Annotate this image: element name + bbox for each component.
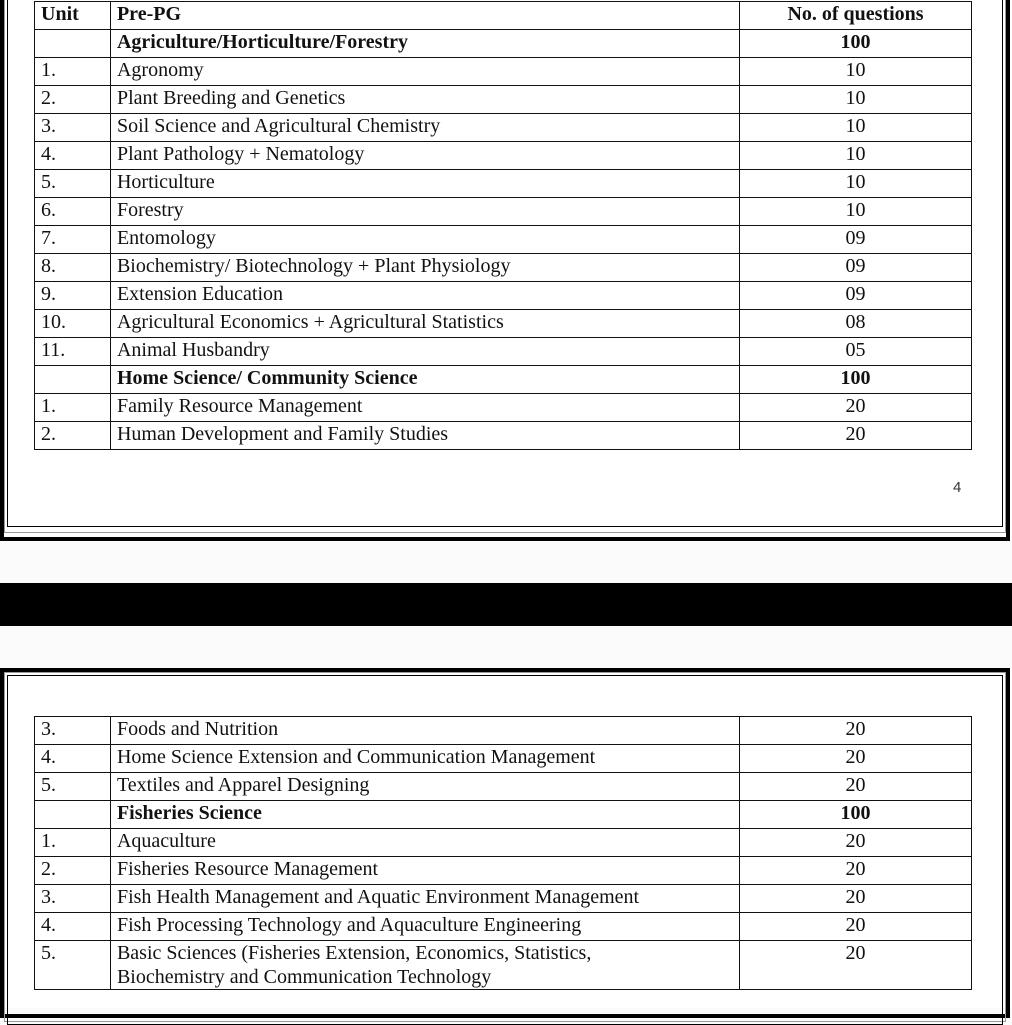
topic-cell: Agricultural Economics + Agricultural Statistics (110, 310, 739, 338)
table-row (35, 857, 972, 885)
table-header-row (35, 2, 972, 30)
table-row (35, 394, 972, 422)
table-row (35, 717, 972, 745)
unit-cell: 4. (35, 142, 111, 170)
count-cell: 09 (740, 282, 972, 310)
unit-cell: 8. (35, 254, 111, 282)
topic-cell: Aquaculture (110, 829, 739, 857)
unit-cell: 3. (35, 717, 111, 745)
table-row (35, 829, 972, 857)
count-cell: 100 (740, 30, 972, 58)
table-row (35, 254, 972, 282)
unit-cell: 10. (35, 310, 111, 338)
unit-cell: 4. (35, 913, 111, 941)
page-separator (0, 583, 1012, 626)
unit-cell: 6. (35, 198, 111, 226)
topic-cell: Plant Breeding and Genetics (110, 86, 739, 114)
header-count: No. of questions (740, 2, 972, 30)
unit-cell: 5. (35, 773, 111, 801)
topic-cell: Home Science Extension and Communication Management (110, 745, 739, 773)
table-row (35, 86, 972, 114)
count-cell: 100 (740, 366, 972, 394)
topic-cell: Biochemistry/ Biotechnology + Plant Physiology (110, 254, 739, 282)
topic-line-1: Basic Sciences (Fisheries Extension, Economics, Statistics, (116, 942, 592, 964)
unit-cell: 7. (35, 226, 111, 254)
count-cell: 20 (740, 941, 972, 990)
unit-cell (35, 30, 111, 58)
header-topic: Pre-PG (110, 2, 739, 30)
table-row (35, 198, 972, 226)
table-row (35, 745, 972, 773)
unit-cell (35, 801, 111, 829)
count-cell: 10 (740, 142, 972, 170)
count-cell: 20 (740, 885, 972, 913)
count-cell: 20 (740, 422, 972, 450)
count-cell: 20 (740, 394, 972, 422)
topic-cell: Fisheries Resource Management (110, 857, 739, 885)
topic-cell: Entomology (110, 226, 739, 254)
count-cell: 20 (740, 717, 972, 745)
topic-cell: Fisheries Science (110, 801, 739, 829)
table-row (35, 941, 972, 990)
count-cell: 09 (740, 226, 972, 254)
topic-cell: Soil Science and Agricultural Chemistry (110, 114, 739, 142)
exam-syllabus-table-continued (34, 716, 972, 990)
exam-syllabus-table (34, 1, 972, 450)
count-cell: 10 (740, 114, 972, 142)
count-cell: 09 (740, 254, 972, 282)
topic-cell: Human Development and Family Studies (110, 422, 739, 450)
topic-cell (110, 941, 739, 990)
topic-cell: Agriculture/Horticulture/Forestry (110, 30, 739, 58)
table-row (35, 773, 972, 801)
topic-cell: Family Resource Management (110, 394, 739, 422)
count-cell: 05 (740, 338, 972, 366)
count-cell: 10 (740, 58, 972, 86)
table-row (35, 170, 972, 198)
count-cell: 10 (740, 198, 972, 226)
table-row (35, 422, 972, 450)
unit-cell: 5. (35, 941, 111, 990)
unit-cell: 1. (35, 394, 111, 422)
topic-cell: Home Science/ Community Science (110, 366, 739, 394)
unit-cell: 4. (35, 745, 111, 773)
unit-cell: 3. (35, 885, 111, 913)
count-cell: 10 (740, 170, 972, 198)
table-row (35, 338, 972, 366)
section-row (35, 801, 972, 829)
section-row (35, 366, 972, 394)
topic-cell: Fish Health Management and Aquatic Environment Management (110, 885, 739, 913)
table-row (35, 282, 972, 310)
unit-cell: 3. (35, 114, 111, 142)
topic-cell: Textiles and Apparel Designing (110, 773, 739, 801)
topic-cell: Plant Pathology + Nematology (110, 142, 739, 170)
topic-cell: Agronomy (110, 58, 739, 86)
table-row (35, 310, 972, 338)
unit-cell: 1. (35, 829, 111, 857)
table-row (35, 885, 972, 913)
count-cell: 20 (740, 913, 972, 941)
unit-cell: 1. (35, 58, 111, 86)
topic-line-2: Biochemistry and Communication Technology (116, 966, 492, 988)
section-row (35, 30, 972, 58)
table-row (35, 58, 972, 86)
unit-cell: 5. (35, 170, 111, 198)
page-number: 4 (953, 479, 962, 496)
table-row (35, 913, 972, 941)
count-cell: 10 (740, 86, 972, 114)
count-cell: 20 (740, 829, 972, 857)
topic-cell: Foods and Nutrition (110, 717, 739, 745)
count-cell: 20 (740, 745, 972, 773)
unit-cell: 2. (35, 86, 111, 114)
header-unit: Unit (35, 2, 111, 30)
unit-cell: 9. (35, 282, 111, 310)
unit-cell: 2. (35, 422, 111, 450)
count-cell: 20 (740, 857, 972, 885)
topic-cell: Animal Husbandry (110, 338, 739, 366)
unit-cell: 11. (35, 338, 111, 366)
table-row (35, 226, 972, 254)
count-cell: 100 (740, 801, 972, 829)
topic-cell: Forestry (110, 198, 739, 226)
topic-cell: Extension Education (110, 282, 739, 310)
count-cell: 20 (740, 773, 972, 801)
document-page-2 (0, 668, 1012, 1008)
unit-cell: 2. (35, 857, 111, 885)
topic-cell: Fish Processing Technology and Aquaculture Engineering (110, 913, 739, 941)
table-row (35, 114, 972, 142)
unit-cell (35, 366, 111, 394)
table-row (35, 142, 972, 170)
count-cell: 08 (740, 310, 972, 338)
topic-cell: Horticulture (110, 170, 739, 198)
